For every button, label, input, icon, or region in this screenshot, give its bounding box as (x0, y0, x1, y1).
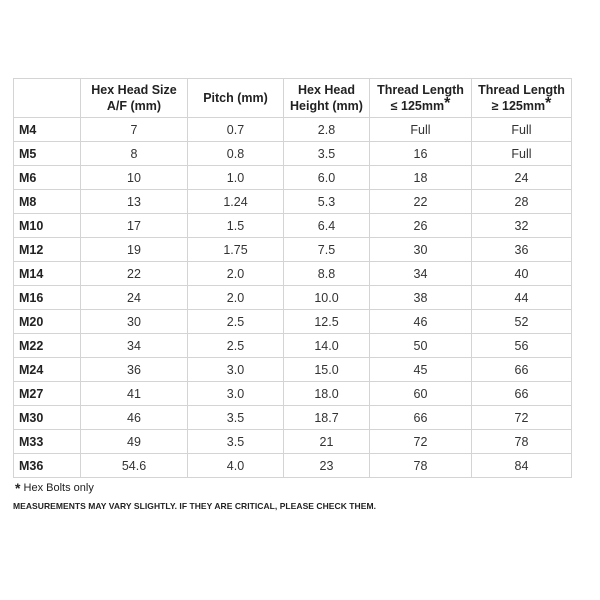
table-cell: 66 (472, 382, 572, 406)
table-cell: 22 (370, 190, 472, 214)
table-cell: 44 (472, 286, 572, 310)
table-cell: 56 (472, 334, 572, 358)
column-header-line2: Height (mm) (290, 99, 363, 113)
table-cell: 72 (472, 406, 572, 430)
table-row (14, 334, 572, 358)
table-cell: 18.7 (284, 406, 370, 430)
table-row (14, 262, 572, 286)
table-row (14, 214, 572, 238)
column-header-line1: Thread Length (478, 83, 565, 97)
bolt-size-cell: M14 (14, 262, 81, 286)
column-header-0 (14, 79, 81, 118)
column-header-4 (370, 79, 472, 118)
footnote-star-symbol: * (15, 480, 21, 496)
table-row (14, 310, 572, 334)
table-cell: 78 (472, 430, 572, 454)
table-cell: 30 (81, 310, 188, 334)
table-cell: 3.5 (284, 142, 370, 166)
bolt-size-cell: M30 (14, 406, 81, 430)
table-cell: 78 (370, 454, 472, 478)
table-cell: 28 (472, 190, 572, 214)
table-cell: 18 (370, 166, 472, 190)
bolt-size-cell: M12 (14, 238, 81, 262)
table-cell: 6.0 (284, 166, 370, 190)
footnote-star-text: Hex Bolts only (23, 482, 94, 494)
table-cell: 3.5 (188, 406, 284, 430)
table-row (14, 358, 572, 382)
table-cell: 30 (370, 238, 472, 262)
table-cell: 15.0 (284, 358, 370, 382)
table-cell: 12.5 (284, 310, 370, 334)
table-row (14, 406, 572, 430)
bolt-size-cell: M24 (14, 358, 81, 382)
table-cell: 21 (284, 430, 370, 454)
table-cell: Full (472, 118, 572, 142)
column-header-3 (284, 79, 370, 118)
table-cell: 1.5 (188, 214, 284, 238)
table-cell: 0.7 (188, 118, 284, 142)
table-body (14, 118, 572, 478)
table-cell: 3.0 (188, 358, 284, 382)
table-cell: 1.0 (188, 166, 284, 190)
table-cell: 2.5 (188, 334, 284, 358)
table-row (14, 430, 572, 454)
table-cell: 24 (472, 166, 572, 190)
table-cell: 5.3 (284, 190, 370, 214)
table-cell: 3.0 (188, 382, 284, 406)
table-row (14, 454, 572, 478)
table-row (14, 190, 572, 214)
table-cell: 1.24 (188, 190, 284, 214)
table-cell: 17 (81, 214, 188, 238)
column-header-star: * (444, 95, 451, 112)
bolt-size-cell: M36 (14, 454, 81, 478)
bolt-dimensions-table-container (13, 78, 571, 478)
column-header-line1: Pitch (mm) (203, 91, 268, 105)
table-cell: 40 (472, 262, 572, 286)
table-row (14, 166, 572, 190)
column-header-line2: ≥ 125mm (491, 99, 546, 113)
table-cell: 36 (472, 238, 572, 262)
table-cell: 49 (81, 430, 188, 454)
table-row (14, 142, 572, 166)
bolt-size-cell: M22 (14, 334, 81, 358)
column-header-line1: Hex Head Size (91, 83, 177, 97)
table-cell: 34 (370, 262, 472, 286)
table-cell: 8 (81, 142, 188, 166)
table-row (14, 238, 572, 262)
bolt-dimensions-table (13, 78, 572, 478)
table-cell: 18.0 (284, 382, 370, 406)
table-cell: 22 (81, 262, 188, 286)
column-header-line1: Hex Head (298, 83, 355, 97)
table-cell: 52 (472, 310, 572, 334)
bolt-size-cell: M4 (14, 118, 81, 142)
table-cell: 7 (81, 118, 188, 142)
column-header-2 (188, 79, 284, 118)
table-cell: 72 (370, 430, 472, 454)
table-row (14, 118, 572, 142)
table-cell: 7.5 (284, 238, 370, 262)
table-cell: 50 (370, 334, 472, 358)
table-cell: 19 (81, 238, 188, 262)
table-cell: 46 (370, 310, 472, 334)
bolt-size-cell: M16 (14, 286, 81, 310)
table-cell: 66 (472, 358, 572, 382)
table-cell: 26 (370, 214, 472, 238)
column-header-line1: Thread Length (377, 83, 464, 97)
column-header-1 (81, 79, 188, 118)
table-cell: 4.0 (188, 454, 284, 478)
bolt-size-cell: M10 (14, 214, 81, 238)
table-cell: 38 (370, 286, 472, 310)
table-cell: 36 (81, 358, 188, 382)
table-cell: 2.5 (188, 310, 284, 334)
column-header-star: * (545, 95, 552, 112)
table-cell: 2.0 (188, 262, 284, 286)
table-cell: 23 (284, 454, 370, 478)
table-cell: 0.8 (188, 142, 284, 166)
table-cell: 10 (81, 166, 188, 190)
bolt-size-cell: M33 (14, 430, 81, 454)
column-header-line2: ≤ 125mm (390, 99, 445, 113)
column-header-5 (472, 79, 572, 118)
table-cell: 8.8 (284, 262, 370, 286)
column-header-line2: A/F (mm) (106, 99, 162, 113)
table-cell: 84 (472, 454, 572, 478)
table-cell: 24 (81, 286, 188, 310)
table-cell: 32 (472, 214, 572, 238)
table-cell: 60 (370, 382, 472, 406)
bolt-size-cell: M6 (14, 166, 81, 190)
measurement-disclaimer: MEASUREMENTS MAY VARY SLIGHTLY. IF THEY ARE CRITICAL, PLEASE CHECK THEM. (13, 501, 377, 511)
table-cell: 14.0 (284, 334, 370, 358)
bolt-size-cell: M8 (14, 190, 81, 214)
table-cell: 1.75 (188, 238, 284, 262)
table-cell: Full (370, 118, 472, 142)
table-cell: 3.5 (188, 430, 284, 454)
table-cell: 16 (370, 142, 472, 166)
table-cell: 66 (370, 406, 472, 430)
table-cell: 2.0 (188, 286, 284, 310)
table-cell: 46 (81, 406, 188, 430)
bolt-size-cell: M5 (14, 142, 81, 166)
table-cell: Full (472, 142, 572, 166)
table-cell: 54.6 (81, 454, 188, 478)
table-cell: 13 (81, 190, 188, 214)
table-cell: 6.4 (284, 214, 370, 238)
table-row (14, 382, 572, 406)
bolt-size-cell: M20 (14, 310, 81, 334)
footnote-hex-bolts (15, 482, 94, 494)
bolt-size-cell: M27 (14, 382, 81, 406)
table-cell: 2.8 (284, 118, 370, 142)
table-header-row (14, 79, 572, 118)
table-cell: 34 (81, 334, 188, 358)
table-cell: 45 (370, 358, 472, 382)
table-cell: 41 (81, 382, 188, 406)
table-cell: 10.0 (284, 286, 370, 310)
table-row (14, 286, 572, 310)
